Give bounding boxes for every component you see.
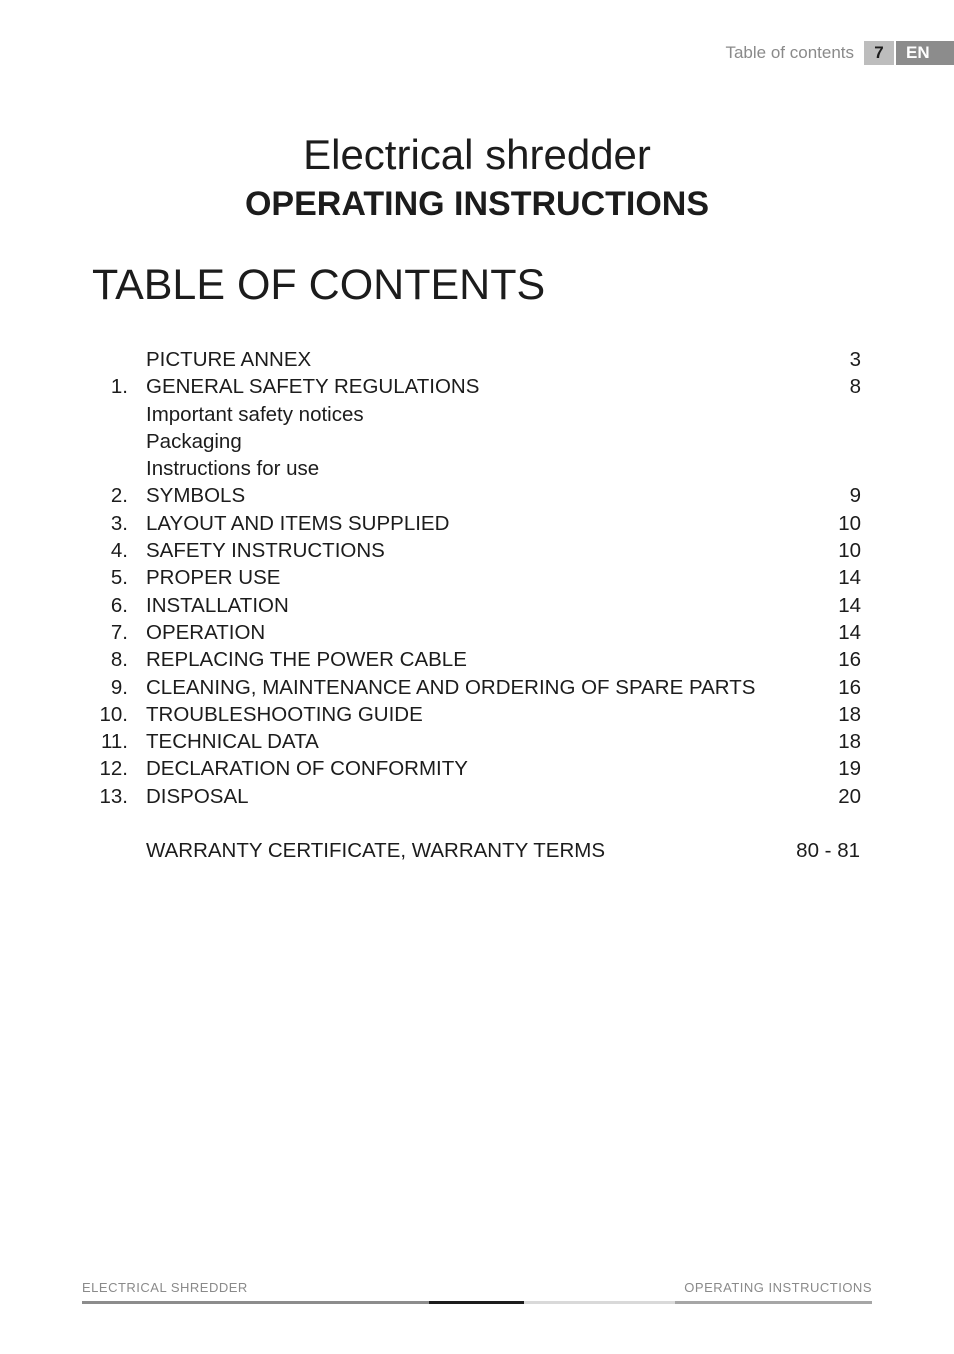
toc-page: 20 bbox=[838, 784, 861, 808]
toc-label: TECHNICAL DATA bbox=[146, 730, 319, 754]
toc-label: OPERATION bbox=[146, 620, 266, 644]
toc-row[interactable] bbox=[0, 755, 954, 782]
toc-page: 3 bbox=[849, 348, 861, 371]
toc-page: 10 bbox=[838, 511, 861, 535]
toc-row[interactable] bbox=[0, 346, 954, 373]
footer-left-label: ELECTRICAL SHREDDER bbox=[82, 1280, 248, 1295]
document-subtitle: OPERATING INSTRUCTIONS bbox=[244, 185, 710, 223]
toc-row[interactable] bbox=[0, 537, 954, 564]
toc-label: GENERAL SAFETY REGULATIONS bbox=[146, 375, 480, 399]
toc-label: Instructions for use bbox=[146, 457, 320, 481]
footer-rule-segment bbox=[675, 1301, 872, 1304]
toc-row[interactable] bbox=[0, 482, 954, 509]
toc-label: DECLARATION OF CONFORMITY bbox=[146, 757, 468, 781]
toc-number: 12. bbox=[99, 757, 128, 781]
toc-heading: TABLE OF CONTENTS bbox=[92, 261, 546, 309]
header-language-badge: EN bbox=[896, 41, 954, 65]
toc-number: 3. bbox=[110, 511, 128, 535]
footer-rule-segment bbox=[524, 1301, 675, 1304]
footer-rule-segment bbox=[429, 1301, 524, 1304]
toc-label: LAYOUT AND ITEMS SUPPLIED bbox=[146, 511, 450, 535]
toc-number: 2. bbox=[110, 484, 128, 508]
toc-row[interactable] bbox=[0, 564, 954, 591]
toc-row[interactable] bbox=[0, 510, 954, 537]
document-title: Electrical shredder bbox=[303, 131, 651, 178]
header-section-label: Table of contents bbox=[725, 43, 854, 62]
toc-page: 19 bbox=[838, 757, 861, 781]
toc-page: 18 bbox=[838, 702, 861, 726]
toc-number: 7. bbox=[110, 620, 128, 644]
toc-page: 9 bbox=[849, 484, 861, 508]
toc-label: Important safety notices bbox=[146, 402, 364, 426]
toc-number: 13. bbox=[99, 784, 128, 808]
toc-row[interactable] bbox=[0, 783, 954, 810]
toc-page: 14 bbox=[838, 593, 861, 617]
toc-list bbox=[0, 346, 954, 810]
toc-number: 10. bbox=[99, 702, 128, 726]
toc-page: 8 bbox=[849, 375, 861, 399]
toc-label: REPLACING THE POWER CABLE bbox=[146, 648, 467, 672]
toc-row[interactable] bbox=[0, 401, 954, 428]
toc-row[interactable] bbox=[0, 592, 954, 619]
toc-label: CLEANING, MAINTENANCE AND ORDERING OF SPARE PARTS bbox=[146, 675, 756, 699]
toc-page: 16 bbox=[838, 648, 861, 672]
toc-label: WARRANTY CERTIFICATE, WARRANTY TERMS bbox=[146, 839, 606, 862]
toc-row[interactable] bbox=[0, 373, 954, 400]
toc-number: 6. bbox=[110, 593, 128, 617]
toc-label: PICTURE ANNEX bbox=[146, 348, 312, 371]
toc-number: 4. bbox=[110, 539, 128, 563]
toc-label: Packaging bbox=[146, 429, 242, 453]
toc-row[interactable] bbox=[0, 674, 954, 701]
footer-rule-segment bbox=[82, 1301, 429, 1304]
toc-row[interactable] bbox=[0, 728, 954, 755]
toc-page: 14 bbox=[838, 620, 861, 644]
toc-page: 18 bbox=[838, 730, 861, 754]
toc-page: 10 bbox=[838, 539, 861, 563]
toc-number: 5. bbox=[110, 566, 128, 590]
toc-number: 8. bbox=[110, 648, 128, 672]
toc-label: INSTALLATION bbox=[146, 593, 289, 617]
toc-label: DISPOSAL bbox=[146, 784, 249, 808]
toc-number: 11. bbox=[101, 730, 128, 754]
toc-row[interactable] bbox=[0, 428, 954, 455]
toc-label: PROPER USE bbox=[146, 566, 281, 590]
toc-label: SYMBOLS bbox=[146, 484, 246, 508]
toc-number: 9. bbox=[110, 675, 128, 699]
toc-number: 1. bbox=[110, 375, 128, 399]
toc-row[interactable] bbox=[0, 619, 954, 646]
toc-row-warranty[interactable] bbox=[0, 837, 954, 865]
toc-label: SAFETY INSTRUCTIONS bbox=[146, 539, 385, 563]
toc-page: 80 - 81 bbox=[796, 839, 860, 862]
toc-page: 14 bbox=[838, 566, 861, 590]
toc-label: TROUBLESHOOTING GUIDE bbox=[146, 702, 423, 726]
header-page-number: 7 bbox=[864, 41, 894, 65]
footer-right-label: OPERATING INSTRUCTIONS bbox=[684, 1280, 872, 1295]
toc-row[interactable] bbox=[0, 646, 954, 673]
toc-row[interactable] bbox=[0, 701, 954, 728]
toc-page: 16 bbox=[838, 675, 861, 699]
toc-row[interactable] bbox=[0, 455, 954, 482]
